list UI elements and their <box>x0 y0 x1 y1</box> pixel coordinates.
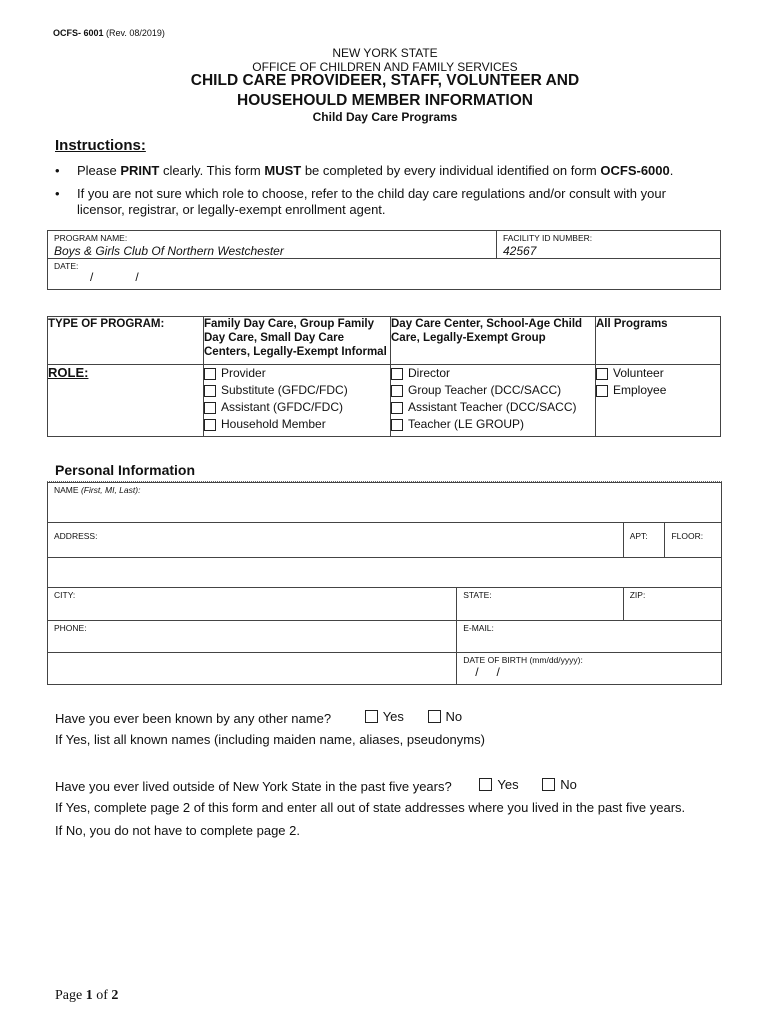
phone-field[interactable] <box>48 621 457 653</box>
checkbox[interactable] <box>596 368 608 380</box>
checkbox[interactable] <box>391 385 403 397</box>
instruction-text: be completed by every individual identified on form <box>301 163 601 178</box>
checkbox[interactable] <box>391 368 403 380</box>
checkbox[interactable] <box>596 385 608 397</box>
page-total: 2 <box>111 988 119 1003</box>
role-option-label: Provider <box>221 366 266 380</box>
program-type-family: Family Day Care, Group Family Day Care, Small Day Care Centers, Legally-Exempt Informal <box>204 317 391 365</box>
checkbox[interactable] <box>365 710 378 723</box>
roles-family <box>204 365 391 437</box>
zip-label: ZIP: <box>629 590 646 600</box>
checkbox[interactable] <box>204 402 216 414</box>
role-teacher-le-group[interactable] <box>391 416 595 433</box>
date-separators <box>48 270 720 284</box>
form-title-line1: CHILD CARE PROVIDEER, STAFF, VOLUNTEER AND <box>190 72 580 89</box>
role-option-label: Teacher (LE GROUP) <box>408 417 525 431</box>
outside-ny-yes[interactable] <box>479 777 518 792</box>
role-provider[interactable] <box>204 365 390 382</box>
page-number <box>55 988 118 1004</box>
outside-ny-no[interactable] <box>542 777 577 792</box>
form-revision: (Rev. 08/2019) <box>106 28 165 38</box>
outside-ny-followup-yes: If Yes, complete page 2 of this form and enter all out of state addresses where you lived in the past five years. <box>55 800 686 815</box>
phone-label: PHONE: <box>54 623 87 633</box>
email-field[interactable] <box>457 621 722 653</box>
page-word: Page <box>55 988 83 1003</box>
program-name-label: PROGRAM NAME: <box>54 233 128 243</box>
facility-id-value: 42567 <box>503 244 537 258</box>
checkbox[interactable] <box>428 710 441 723</box>
checkbox[interactable] <box>479 778 492 791</box>
role-group-teacher[interactable] <box>391 382 595 399</box>
dob-separator: / <box>475 665 479 679</box>
role-option-label: Volunteer <box>613 366 664 380</box>
role-option-label: Employee <box>613 383 667 397</box>
other-name-followup: If Yes, list all known names (including maiden name, aliases, pseudonyms) <box>55 732 485 747</box>
instruction-emphasis: MUST <box>264 163 302 178</box>
instruction-emphasis: PRINT <box>120 163 160 178</box>
other-name-yes[interactable] <box>365 709 404 724</box>
personal-info-heading: Personal Information <box>55 462 196 478</box>
date-separator: / <box>135 270 139 284</box>
role-option-label: Group Teacher (DCC/SACC) <box>408 383 562 397</box>
program-type-center: Day Care Center, School-Age Child Care, Legally-Exempt Group <box>391 317 596 365</box>
name-label: NAME (First, MI, Last): <box>54 485 141 495</box>
facility-id-field[interactable] <box>497 231 721 259</box>
floor-field[interactable] <box>665 523 722 558</box>
bullet: • <box>55 186 60 201</box>
checkbox[interactable] <box>542 778 555 791</box>
role-volunteer[interactable] <box>596 365 720 382</box>
form-id <box>53 28 165 38</box>
role-household-member[interactable] <box>204 416 390 433</box>
checkbox[interactable] <box>391 419 403 431</box>
apt-field[interactable] <box>623 523 665 558</box>
outside-ny-followup-no: If No, you do not have to complete page 2. <box>55 823 300 838</box>
apt-label: APT: <box>629 531 648 541</box>
roles-center <box>391 365 596 437</box>
role-assistant[interactable] <box>204 399 390 416</box>
date-separator: / <box>90 270 94 284</box>
date-field[interactable] <box>48 259 721 290</box>
program-type-all: All Programs <box>596 317 721 365</box>
office-name: OFFICE OF CHILDREN AND FAMILY SERVICES <box>252 60 518 74</box>
checkbox[interactable] <box>204 419 216 431</box>
program-info-table <box>47 230 721 290</box>
role-option-label: Household Member <box>221 417 326 431</box>
roles-all <box>596 365 721 437</box>
form-reference: OCFS-6000 <box>600 163 670 178</box>
instruction-item-1 <box>77 163 717 179</box>
role-assistant-teacher[interactable] <box>391 399 595 416</box>
address-line-2[interactable] <box>48 558 722 588</box>
state-field[interactable] <box>457 588 624 621</box>
date-label: DATE: <box>54 261 79 271</box>
blank-cell <box>48 653 457 685</box>
city-field[interactable] <box>48 588 457 621</box>
dob-label: DATE OF BIRTH (mm/dd/yyyy): <box>463 655 583 665</box>
no-label: No <box>445 709 463 724</box>
program-type-table <box>47 316 721 437</box>
outside-ny-question <box>55 777 577 794</box>
yes-label: Yes <box>497 777 519 792</box>
program-name-field[interactable] <box>48 231 497 259</box>
checkbox[interactable] <box>391 402 403 414</box>
zip-field[interactable] <box>623 588 721 621</box>
other-name-question <box>55 709 462 726</box>
bullet: • <box>55 163 60 178</box>
dob-separators <box>457 665 721 679</box>
city-label: CITY: <box>54 590 76 600</box>
role-substitute[interactable] <box>204 382 390 399</box>
dob-field[interactable] <box>457 653 722 685</box>
personal-info-table <box>47 482 722 685</box>
role-director[interactable] <box>391 365 595 382</box>
address-field[interactable] <box>48 523 624 558</box>
dob-separator: / <box>496 665 500 679</box>
state-label: STATE: <box>463 590 492 600</box>
instruction-item-2: If you are not sure which role to choose, refer to the child day care regulations and/or consult with your licensor, registrar, or legally-exempt enrollment agent. <box>77 186 666 217</box>
program-type-label: TYPE OF PROGRAM: <box>48 317 204 365</box>
role-option-label: Substitute (GFDC/FDC) <box>221 383 348 397</box>
name-field[interactable] <box>48 483 722 523</box>
state-name: NEW YORK STATE <box>332 46 438 60</box>
other-name-no[interactable] <box>428 709 463 724</box>
role-label: ROLE: <box>48 365 204 437</box>
of-word: of <box>96 988 108 1003</box>
program-name-value: Boys & Girls Club Of Northern Westchester <box>54 244 284 258</box>
page-current: 1 <box>85 988 93 1003</box>
role-option-label: Director <box>408 366 451 380</box>
floor-label: FLOOR: <box>671 531 704 541</box>
instruction-text: clearly. This form <box>159 163 265 178</box>
checkbox[interactable] <box>204 385 216 397</box>
yes-label: Yes <box>382 709 404 724</box>
email-label: E-MAIL: <box>463 623 494 633</box>
no-label: No <box>560 777 577 792</box>
form-subtitle: Child Day Care Programs <box>312 110 458 124</box>
role-option-label: Assistant (GFDC/FDC) <box>221 400 344 414</box>
form-title-line2: HOUSEHOULD MEMBER INFORMATION <box>237 92 533 109</box>
instruction-text: Please <box>77 163 121 178</box>
form-number: OCFS- 6001 <box>53 28 104 38</box>
instruction-text: . <box>669 163 674 178</box>
role-option-label: Assistant Teacher (DCC/SACC) <box>408 400 577 414</box>
question-text: Have you ever lived outside of New York State in the past five years? <box>55 779 452 794</box>
facility-id-label: FACILITY ID NUMBER: <box>503 233 593 243</box>
checkbox[interactable] <box>204 368 216 380</box>
question-text: Have you ever been known by any other name? <box>55 711 332 726</box>
address-label: ADDRESS: <box>54 531 98 541</box>
instructions-heading: Instructions: <box>55 137 146 154</box>
role-employee[interactable] <box>596 382 720 399</box>
